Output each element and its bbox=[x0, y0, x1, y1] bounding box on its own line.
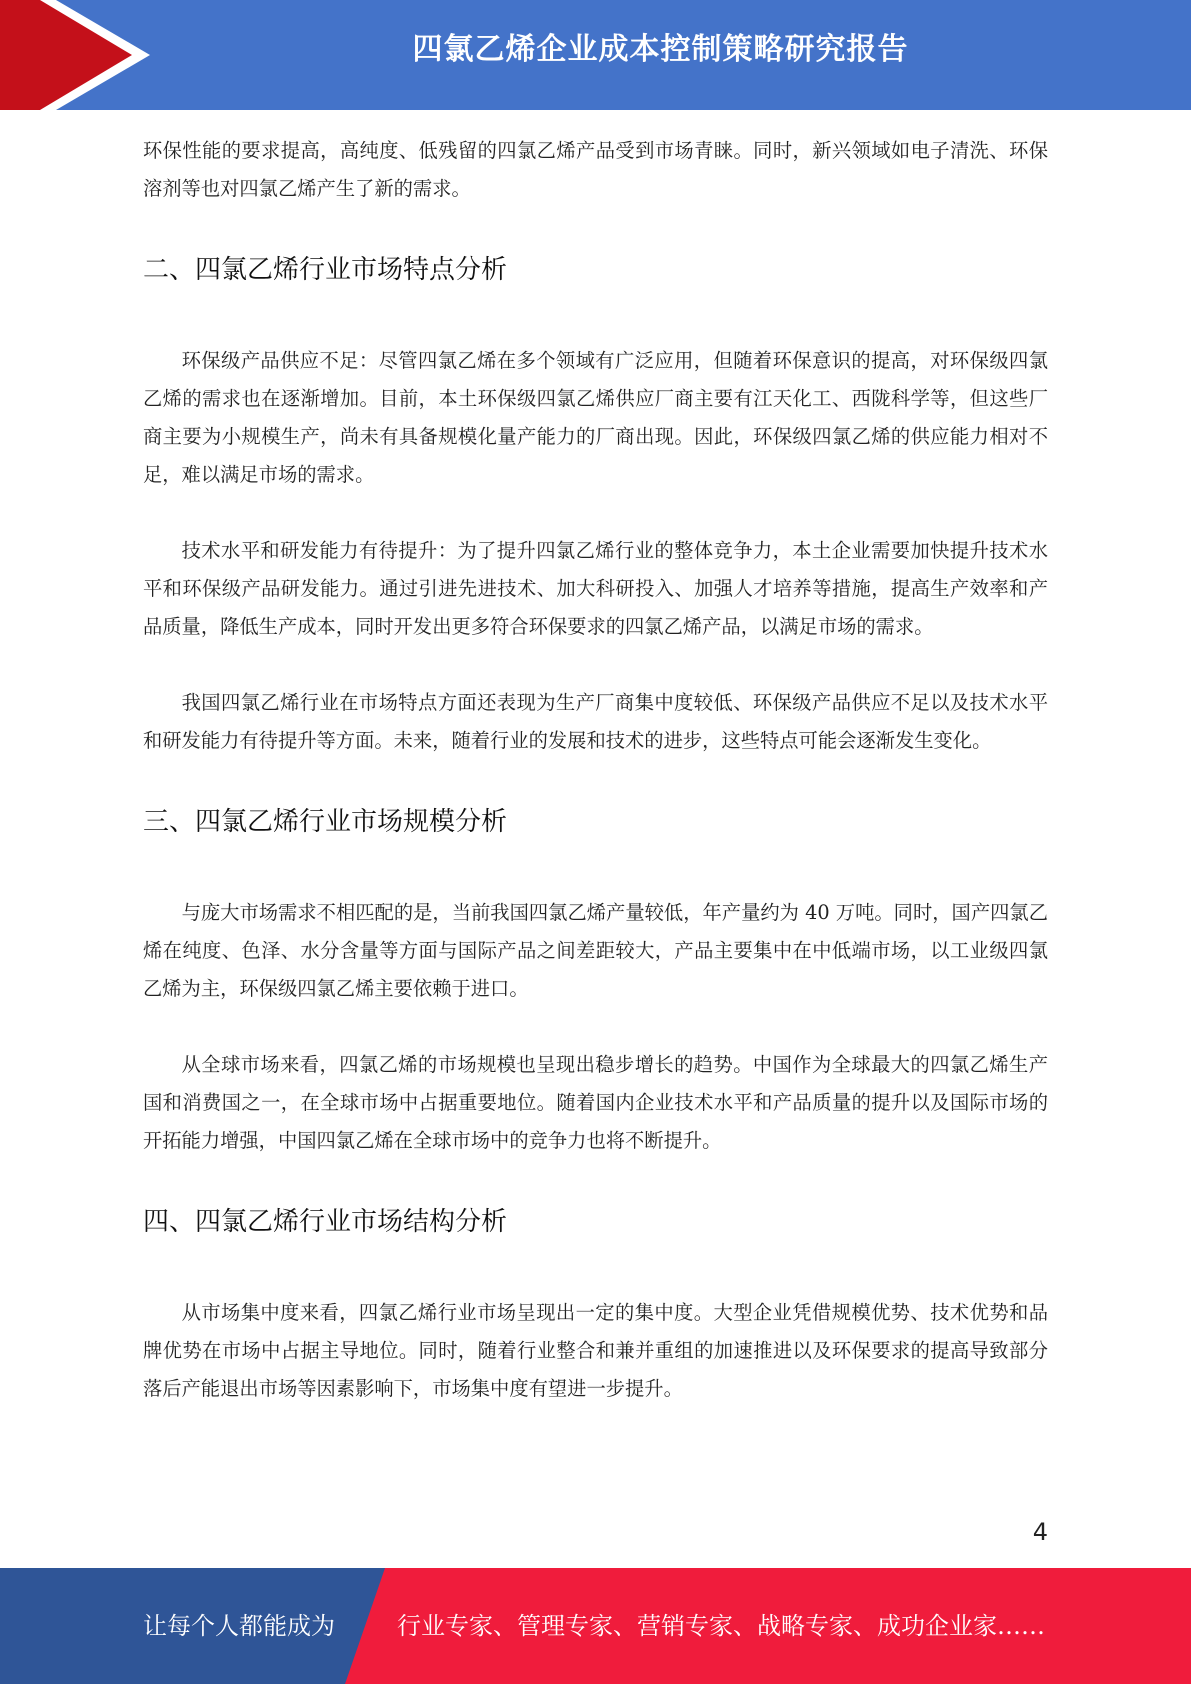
footer-slogan-right: 行业专家、管理专家、营销专家、战略专家、成功企业家…… bbox=[397, 1612, 1045, 1640]
section-heading: 三、四氯乙烯行业市场规模分析 bbox=[143, 807, 508, 837]
page-footer bbox=[0, 1568, 1191, 1684]
footer-slogan-left: 让每个人都能成为 bbox=[143, 1612, 335, 1640]
body-paragraph: 技术水平和研发能力有待提升：为了提升四氯乙烯行业的整体竞争力，本土企业需要加快提升技术水平和环保级产品研发能力。通过引进先进技术、加大科研投入、加强人才培养等措施，提高生产效率和产品质量，降低生产成本，同时开发出更多符合环保要求的四氯乙烯产品，以满足市场的需求。 bbox=[143, 539, 1048, 638]
body-paragraph: 从市场集中度来看，四氯乙烯行业市场呈现出一定的集中度。大型企业凭借规模优势、技术优势和品牌优势在市场中占据主导地位。同时，随着行业整合和兼并重组的加速推进以及环保要求的提高导致部分落后产能退出市场等因素影响下，市场集中度有望进一步提升。 bbox=[143, 1301, 1048, 1400]
body-paragraph: 环保级产品供应不足：尽管四氯乙烯在多个领域有广泛应用，但随着环保意识的提高，对环保级四氯乙烯的需求也在逐渐增加。目前，本土环保级四氯乙烯供应厂商主要有江天化工、西陇科学等，但这些厂商主要为小规模生产，尚未有具备规模化量产能力的厂商出现。因此，环保级四氯乙烯的供应能力相对不足，难以满足市场的需求。 bbox=[143, 349, 1048, 486]
page-header bbox=[0, 0, 1191, 110]
body-paragraph: 环保性能的要求提高，高纯度、低残留的四氯乙烯产品受到市场青睐。同时，新兴领域如电子清洗、环保溶剂等也对四氯乙烯产生了新的需求。 bbox=[143, 139, 1048, 200]
body-paragraph: 与庞大市场需求不相匹配的是，当前我国四氯乙烯产量较低，年产量约为 40 万吨。同时，国产四氯乙烯在纯度、色泽、水分含量等方面与国际产品之间差距较大，产品主要集中在中低端市场，以工业级四氯乙烯为主，环保级四氯乙烯主要依赖于进口。 bbox=[143, 901, 1048, 1000]
body-paragraph: 我国四氯乙烯行业在市场特点方面还表现为生产厂商集中度较低、环保级产品供应不足以及技术水平和研发能力有待提升等方面。未来，随着行业的发展和技术的进步，这些特点可能会逐渐发生变化。 bbox=[143, 691, 1048, 752]
body-paragraph: 从全球市场来看，四氯乙烯的市场规模也呈现出稳步增长的趋势。中国作为全球最大的四氯乙烯生产国和消费国之一，在全球市场中占据重要地位。随着国内企业技术水平和产品质量的提升以及国际市场的开拓能力增强，中国四氯乙烯在全球市场中的竞争力也将不断提升。 bbox=[143, 1053, 1048, 1152]
page-number: 4 bbox=[1032, 1518, 1048, 1546]
section-heading: 四、四氯乙烯行业市场结构分析 bbox=[143, 1207, 508, 1237]
document-body bbox=[143, 132, 1048, 1408]
section-heading: 二、四氯乙烯行业市场特点分析 bbox=[143, 255, 508, 285]
report-title: 四氯乙烯企业成本控制策略研究报告 bbox=[412, 32, 909, 67]
